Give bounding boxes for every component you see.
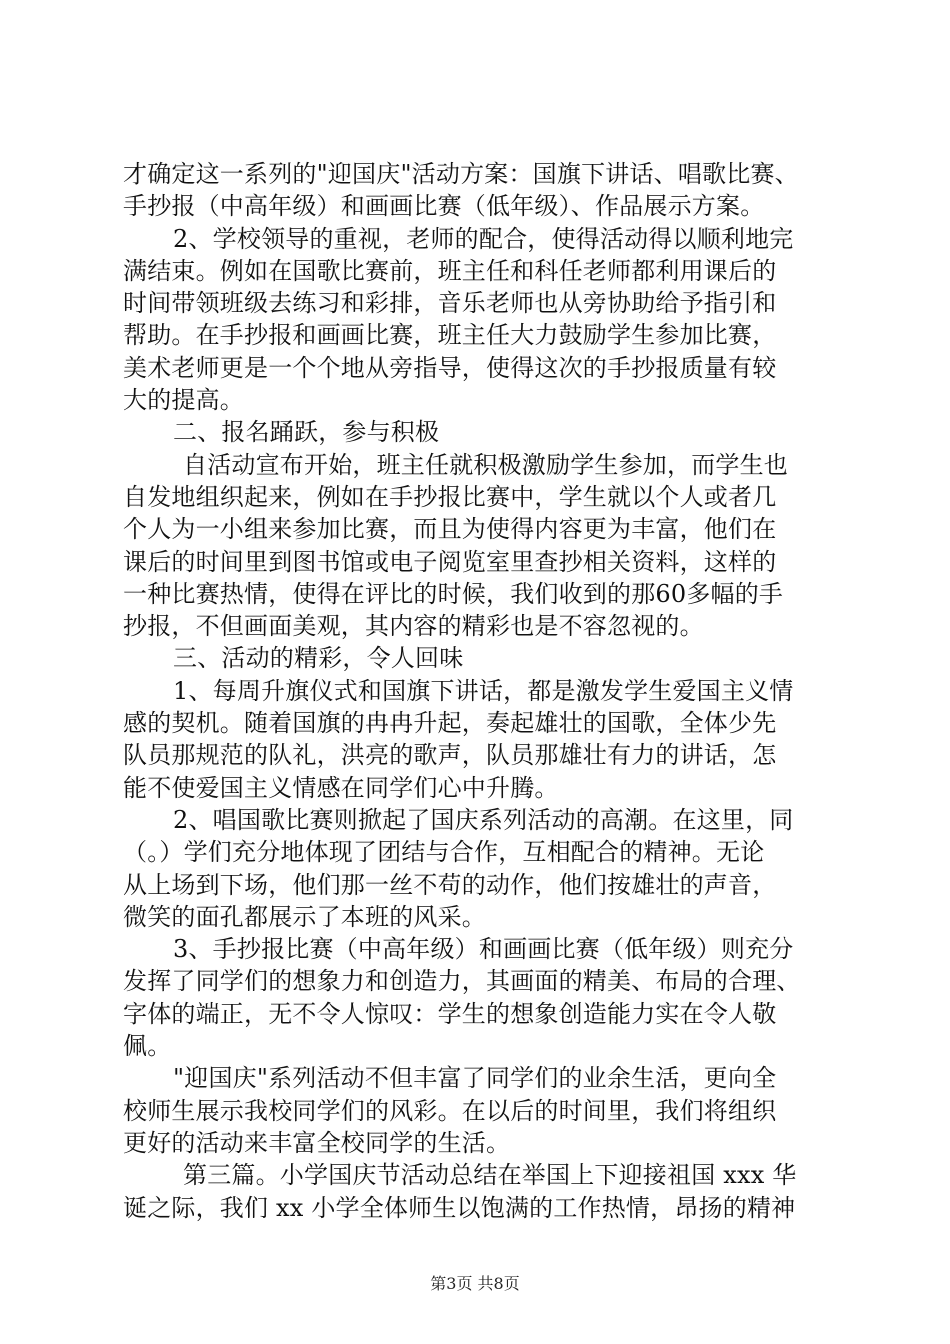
text-line: 从上场到下场，他们那一丝不苟的动作，他们按雄壮的声音， <box>123 870 777 899</box>
text-line: 一种比赛热情，使得在评比的时候，我们收到的那60多幅的手 <box>123 579 784 608</box>
text-line: 微笑的面孔都展示了本班的风采。 <box>123 902 486 931</box>
text-line: 诞之际，我们 xx 小学全体师生以饱满的工作热情，昂扬的精神 <box>123 1193 796 1222</box>
page-footer <box>0 1274 950 1294</box>
section-heading: 三、活动的精彩，令人回味 <box>173 644 464 673</box>
text-line: 校师生展示我校同学们的风彩。在以后的时间里，我们将组织 <box>123 1096 777 1125</box>
text-line: 发挥了同学们的想象力和创造力，其画面的精美、布局的合理、 <box>123 967 801 996</box>
text-line: 时间带领班级去练习和彩排，音乐老师也从旁协助给予指引和 <box>123 289 777 318</box>
text-line: 感的契机。随着国旗的冉冉升起，奏起雄壮的国歌，全体少先 <box>123 709 777 738</box>
text-line: 课后的时间里到图书馆或电子阅览室里查抄相关资料，这样的 <box>123 547 777 576</box>
text-line: 美术老师更是一个个地从旁指导，使得这次的手抄报质量有较 <box>123 353 777 382</box>
text-line: 队员那规范的队礼，洪亮的歌声，队员那雄壮有力的讲话，怎 <box>123 741 777 770</box>
paragraph-start: 2、唱国歌比赛则掀起了国庆系列活动的高潮。在这里，同 <box>173 805 794 834</box>
text-line: 才确定这一系列的"迎国庆"活动方案：国旗下讲话、唱歌比赛、 <box>123 160 799 188</box>
text-line: （。）学们充分地体现了团结与合作，互相配合的精神。无论 <box>123 838 765 867</box>
paragraph-start: 1、每周升旗仪式和国旗下讲话，都是激发学生爱国主义情 <box>173 676 794 705</box>
paragraph-start: 3、手抄报比赛（中高年级）和画画比赛（低年级）则充分 <box>173 935 794 964</box>
text-line: 满结束。例如在国歌比赛前，班主任和科任老师都利用课后的 <box>123 256 777 285</box>
text-line: 帮助。在手抄报和画画比赛，班主任大力鼓励学生参加比赛， <box>123 321 777 350</box>
text-line: 更好的活动来丰富全校同学的生活。 <box>123 1128 511 1157</box>
text-line: 自发地组织起来，例如在手抄报比赛中，学生就以个人或者几 <box>123 482 777 511</box>
text-line: 大的提高。 <box>123 386 244 415</box>
text-line: 字体的端正，无不令人惊叹：学生的想象创造能力实在令人敬 <box>123 999 777 1028</box>
paragraph-start: 自活动宣布开始，班主任就积极激励学生参加，而学生也 <box>183 450 788 479</box>
text-line: 佩。 <box>123 1032 172 1061</box>
section-heading: 二、报名踊跃，参与积极 <box>173 418 440 447</box>
page-number: 第3页 共8页 <box>430 1274 520 1293</box>
text-line: 手抄报（中高年级）和画画比赛（低年级）、作品展示方案。 <box>123 192 765 221</box>
paragraph-start: 2、学校领导的重视，老师的配合，使得活动得以顺利地完 <box>173 224 794 253</box>
paragraph-start: "迎国庆"系列活动不但丰富了同学们的业余生活，更向全 <box>173 1064 777 1093</box>
paragraph-start: 第三篇。小学国庆节活动总结在举国上下迎接祖国 xxx 华 <box>183 1161 797 1190</box>
text-line: 能不使爱国主义情感在同学们心中升腾。 <box>123 773 559 802</box>
document-body <box>123 158 835 1224</box>
text-line: 抄报，不但画面美观，其内容的精彩也是不容忽视的。 <box>123 612 704 641</box>
text-line: 个人为一小组来参加比赛，而且为使得内容更为丰富，他们在 <box>123 515 777 544</box>
